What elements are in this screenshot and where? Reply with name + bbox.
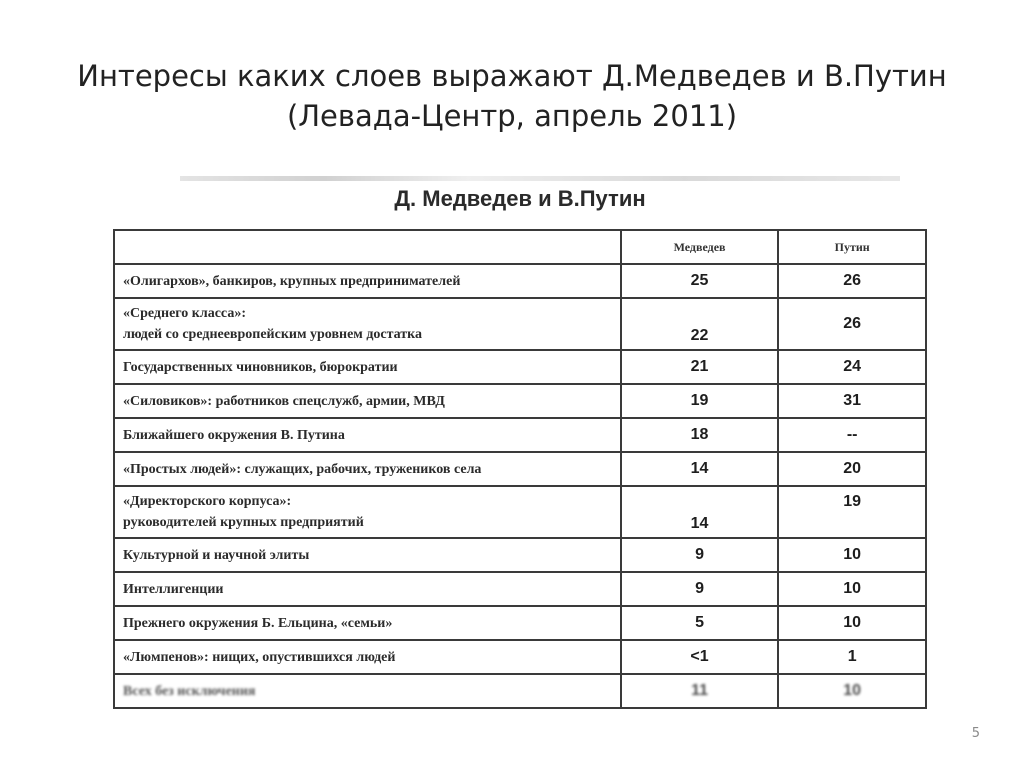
row-label-line-1: «Среднего класса»: [123,306,246,321]
medvedev-value: 9 [621,538,779,572]
scan-artifact-strip [180,176,900,181]
putin-value: 1 [778,640,926,674]
table-row [114,350,926,384]
header-cell-medvedev: Медведев [621,230,779,264]
table-header-row [114,230,926,264]
slide-title-line-2: (Левада-Центр, апрель 2011) [286,99,738,133]
putin-value: 24 [778,350,926,384]
putin-value: 26 [778,264,926,298]
table-row [114,298,926,350]
medvedev-value: 14 [621,452,779,486]
table-row [114,264,926,298]
table-row [114,486,926,538]
medvedev-value: 5 [621,606,779,640]
putin-value: 10 [778,606,926,640]
row-label [114,486,621,538]
putin-value: 31 [778,384,926,418]
table-row [114,538,926,572]
row-label: Государственных чиновников, бюрократии [114,350,621,384]
putin-value: 20 [778,452,926,486]
medvedev-value: 9 [621,572,779,606]
poll-table [113,229,927,709]
table-row [114,384,926,418]
header-cell-putin: Путин [778,230,926,264]
medvedev-value: 22 [621,298,779,350]
putin-value: 10 [778,674,926,708]
putin-value: -- [778,418,926,452]
table-row [114,606,926,640]
row-label [114,298,621,350]
row-label-line-2: людей со среднеевропейским уровнем достатка [123,327,423,342]
medvedev-value: 21 [621,350,779,384]
putin-value: 10 [778,538,926,572]
medvedev-value: 19 [621,384,779,418]
slide-title-line-1: Интересы каких слоев выражают Д.Медведев и В.Путин [77,59,947,93]
putin-value: 19 [778,486,926,538]
putin-value: 10 [778,572,926,606]
row-label: «Люмпенов»: нищих, опустившихся людей [114,640,621,674]
table-row [114,418,926,452]
table-row-cropped [114,674,926,708]
medvedev-value: 14 [621,486,779,538]
row-label: Культурной и научной элиты [114,538,621,572]
medvedev-value: 25 [621,264,779,298]
table-row [114,452,926,486]
row-label: «Олигархов», банкиров, крупных предпринимателей [114,264,621,298]
table-row [114,640,926,674]
row-label-line-2: руководителей крупных предприятий [123,515,364,530]
medvedev-value: <1 [621,640,779,674]
table-heading: Д. Медведев и В.Путин [394,186,646,211]
row-label: Интеллигенции [114,572,621,606]
row-label: Всех без исключения [114,674,621,708]
medvedev-value: 11 [621,674,779,708]
header-cell-label [114,230,621,264]
row-label: Прежнего окружения Б. Ельцина, «семьи» [114,606,621,640]
row-label: «Силовиков»: работников спецслужб, армии, МВД [114,384,621,418]
table-row [114,572,926,606]
putin-value: 26 [778,298,926,350]
slide-title [40,56,984,136]
row-label: Ближайшего окружения В. Путина [114,418,621,452]
row-label: «Простых людей»: служащих, рабочих, тружеников села [114,452,621,486]
page-number: 5 [971,726,980,741]
medvedev-value: 18 [621,418,779,452]
row-label-line-1: «Директорского корпуса»: [123,494,292,509]
scanned-table-image [110,172,930,699]
